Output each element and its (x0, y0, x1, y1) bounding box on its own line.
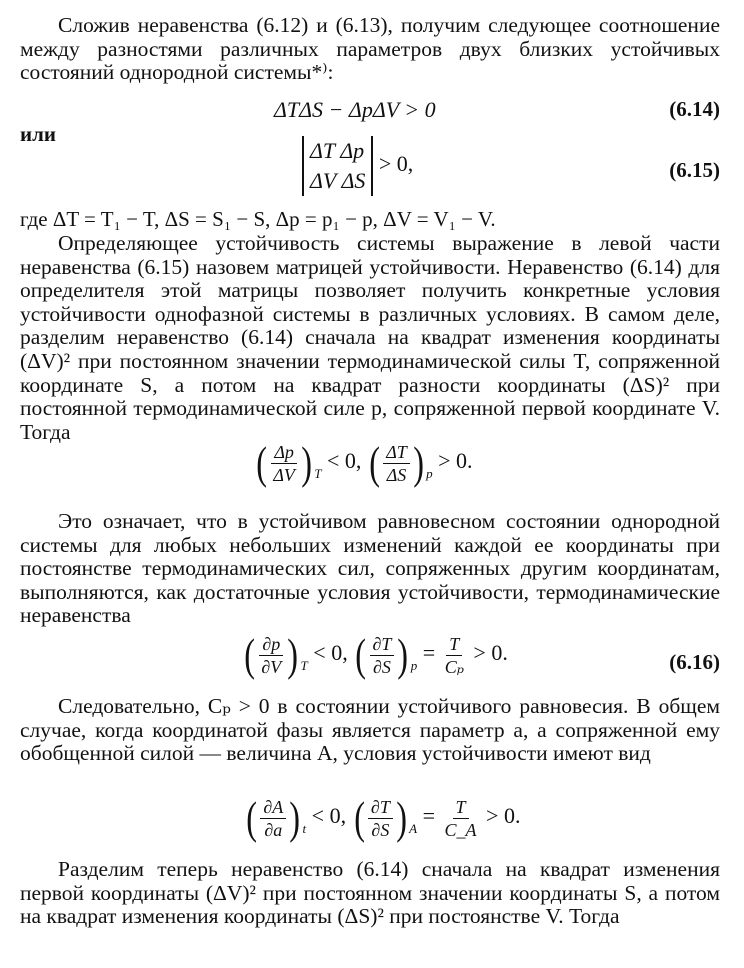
equation-number-6-16: (6.16) (669, 650, 720, 674)
paragraph-4: Следовательно, Cₚ > 0 в состоянии устойчивого равновесия. В общем случае, когда координатой фазы является параметр a, а сопряженной ему обобщенной силой — величина A, условия устойчивости имеют вид (20, 694, 720, 766)
definitions-line: где ΔT = T₁ − T, ΔS = S₁ − S, Δp = p₁ − p, ΔV = V₁ − V. (20, 207, 496, 231)
equation-number-6-14: (6.14) (669, 97, 720, 121)
equation-6-16: ( $\frac{\partial p}{\partial V}$ ) $_T$ < 0, ( $\frac{\partial T}{\partial S}$ ) $_p$ = $\frac{T}{\text{Cₚ}}$ > 0. (244, 629, 508, 680)
equation-6-14: ΔTΔS − ΔpΔV > 0 (274, 97, 436, 122)
word-ili: или (20, 122, 56, 146)
paragraph-5: Разделим теперь неравенство (6.14) сначала на квадрат изменения первой координаты (ΔV)² при постоянном значении координаты S, а потом на квадрат изменения координаты (ΔS)² при постоянстве V. Тогда (20, 857, 720, 929)
paragraph-1: Сложив неравенства (6.12) и (6.13), получим следующее соотношение между разностями различных параметров двух близких устойчивых состояний однородной системы*⁾: (20, 13, 720, 85)
equation-number-6-15: (6.15) (669, 158, 720, 182)
equation-6-15: ΔT Δp ΔV ΔS > 0, (302, 136, 413, 196)
paragraph-2: Определяющее устойчивость системы выражение в левой части неравенства (6.15) назовем матрицей устойчивости. Неравенство (6.14) для определителя этой матрицы позволяет получить конкретные условия устойчивости однофазной системы в различных условиях. В самом деле, разделим неравенство (6.14) сначала на квадрат изменения координаты (ΔV)² при постоянном значении термодинамической силы T, сопряженной координате S, а потом на квадрат разности координаты (ΔS)² при постоянной термодинамической силе p, сопряженной первой координате V. Тогда (20, 231, 720, 444)
equation-stability-delta: ( $\frac{\Delta p}{\Delta V}$ ) $_T$ < 0, ( $\frac{\Delta T}{\Delta S}$ ) $_p$ > 0. (256, 437, 473, 488)
determinant: ΔT Δp ΔV ΔS (302, 136, 373, 196)
paragraph-3: Это означает, что в устойчивом равновесном состоянии однородной системы для любых небольших изменений каждой ее координаты при постоянстве термодинамических сил, сопряженных другим координатам, выполняются, как достаточные условия устойчивости, термодинамические неравенства (20, 509, 720, 628)
equation-general-stability: ( $\frac{\partial A}{\partial a}$ ) $_t$ < 0, ( $\frac{\partial T}{\partial S}$ ) $_A$ = $\frac{T}{C\_A}$ > 0. (246, 792, 521, 843)
